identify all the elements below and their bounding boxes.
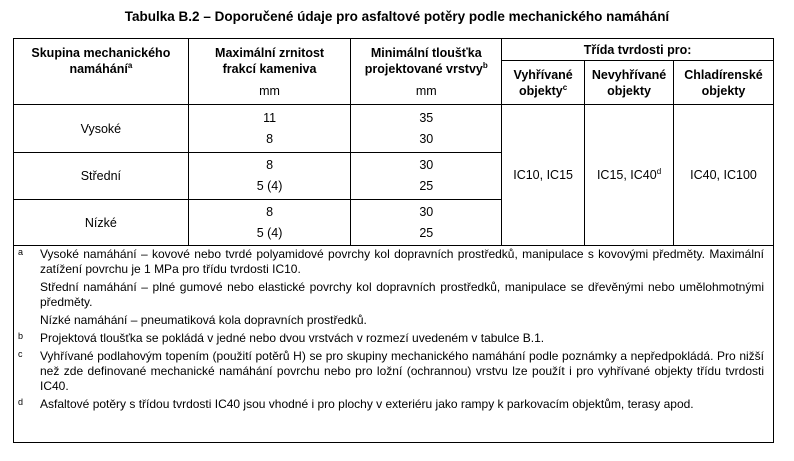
footnote: c Vyhřívané podlahovým topením (použití potěrů H) se pro skupiny mechanického namáhání podle poznámky a nepředpokládá. Pro nižší než zde definované mechanické namáhání povrchu nebo pro ložní (ochrannou) vrstvu lze použít i pro vyhřívané objekty třídu tvrdosti IC40. xyxy=(18,349,764,393)
table-title: Tabulka B.2 – Doporučené údaje pro asfaltové potěry podle mechanického namáhání xyxy=(124,9,670,24)
footnote: Nízké namáhání – pneumatiková kola dopravních prostředků. xyxy=(40,313,367,327)
footnote: Střední namáhání – plné gumové nebo elastické povrchy kol dopravních prostředků, manipulace se dřevěnými nebo umělohmotnými předměty. xyxy=(40,280,764,309)
thickness-cell: 30 25 xyxy=(351,200,502,246)
grain-cell: 8 5 (4) xyxy=(188,153,351,200)
unheated-hardness-cell: IC15, IC40$^d$ xyxy=(585,105,674,246)
load-group-cell: Nízké xyxy=(14,200,189,246)
load-group-cell: Vysoké xyxy=(14,105,189,153)
cold-hardness-cell: IC40, IC100 xyxy=(674,105,774,246)
thickness-cell: 30 25 xyxy=(351,153,502,200)
grain-cell: 8 5 (4) xyxy=(188,200,351,246)
unit-mm: mm xyxy=(415,83,437,98)
grain-cell: 11 8 xyxy=(188,105,351,153)
load-group-cell: Střední xyxy=(14,153,189,200)
footnote: d Asfaltové potěry s třídou tvrdosti IC40 jsou vhodné i pro plochy v exteriéru jako rampy k parkovacím objektům, terasy apod. xyxy=(18,397,694,411)
header-hardness-group: Třída tvrdosti pro: xyxy=(502,39,774,61)
header-load-group: Skupina mechanického namáhání$^a$ xyxy=(14,39,189,105)
header-unheated: Nevyhřívané objekty xyxy=(585,61,674,105)
footnote: b Projektová tloušťka se pokládá v jedné nebo dvou vrstvách v rozmezí uvedeném v tabulce B.1. xyxy=(18,331,545,345)
footnotes xyxy=(14,247,772,415)
unit-mm: mm xyxy=(259,83,280,98)
table-row xyxy=(14,105,774,153)
header-min-thickness: Minimální tloušťka projektované vrstvy$^b$ mm xyxy=(351,39,502,105)
hardness-table xyxy=(13,38,774,246)
header-cold: Chladírenské objekty xyxy=(674,61,774,105)
thickness-cell: 35 30 xyxy=(351,105,502,153)
header-heated: Vyhřívané objekty$^c$ xyxy=(502,61,585,105)
header-max-grain: Maximální zrnitost frakcí kameniva mm xyxy=(188,39,351,105)
footnote: a Vysoké namáhání – kovové nebo tvrdé polyamidové povrchy kol dopravních prostředků, manipulace s kovovými předměty. Maximální zatížení povrchu je 1 MPa pro třídu tvrdosti IC10. xyxy=(18,247,764,276)
heated-hardness-cell: IC10, IC15 xyxy=(502,105,585,246)
